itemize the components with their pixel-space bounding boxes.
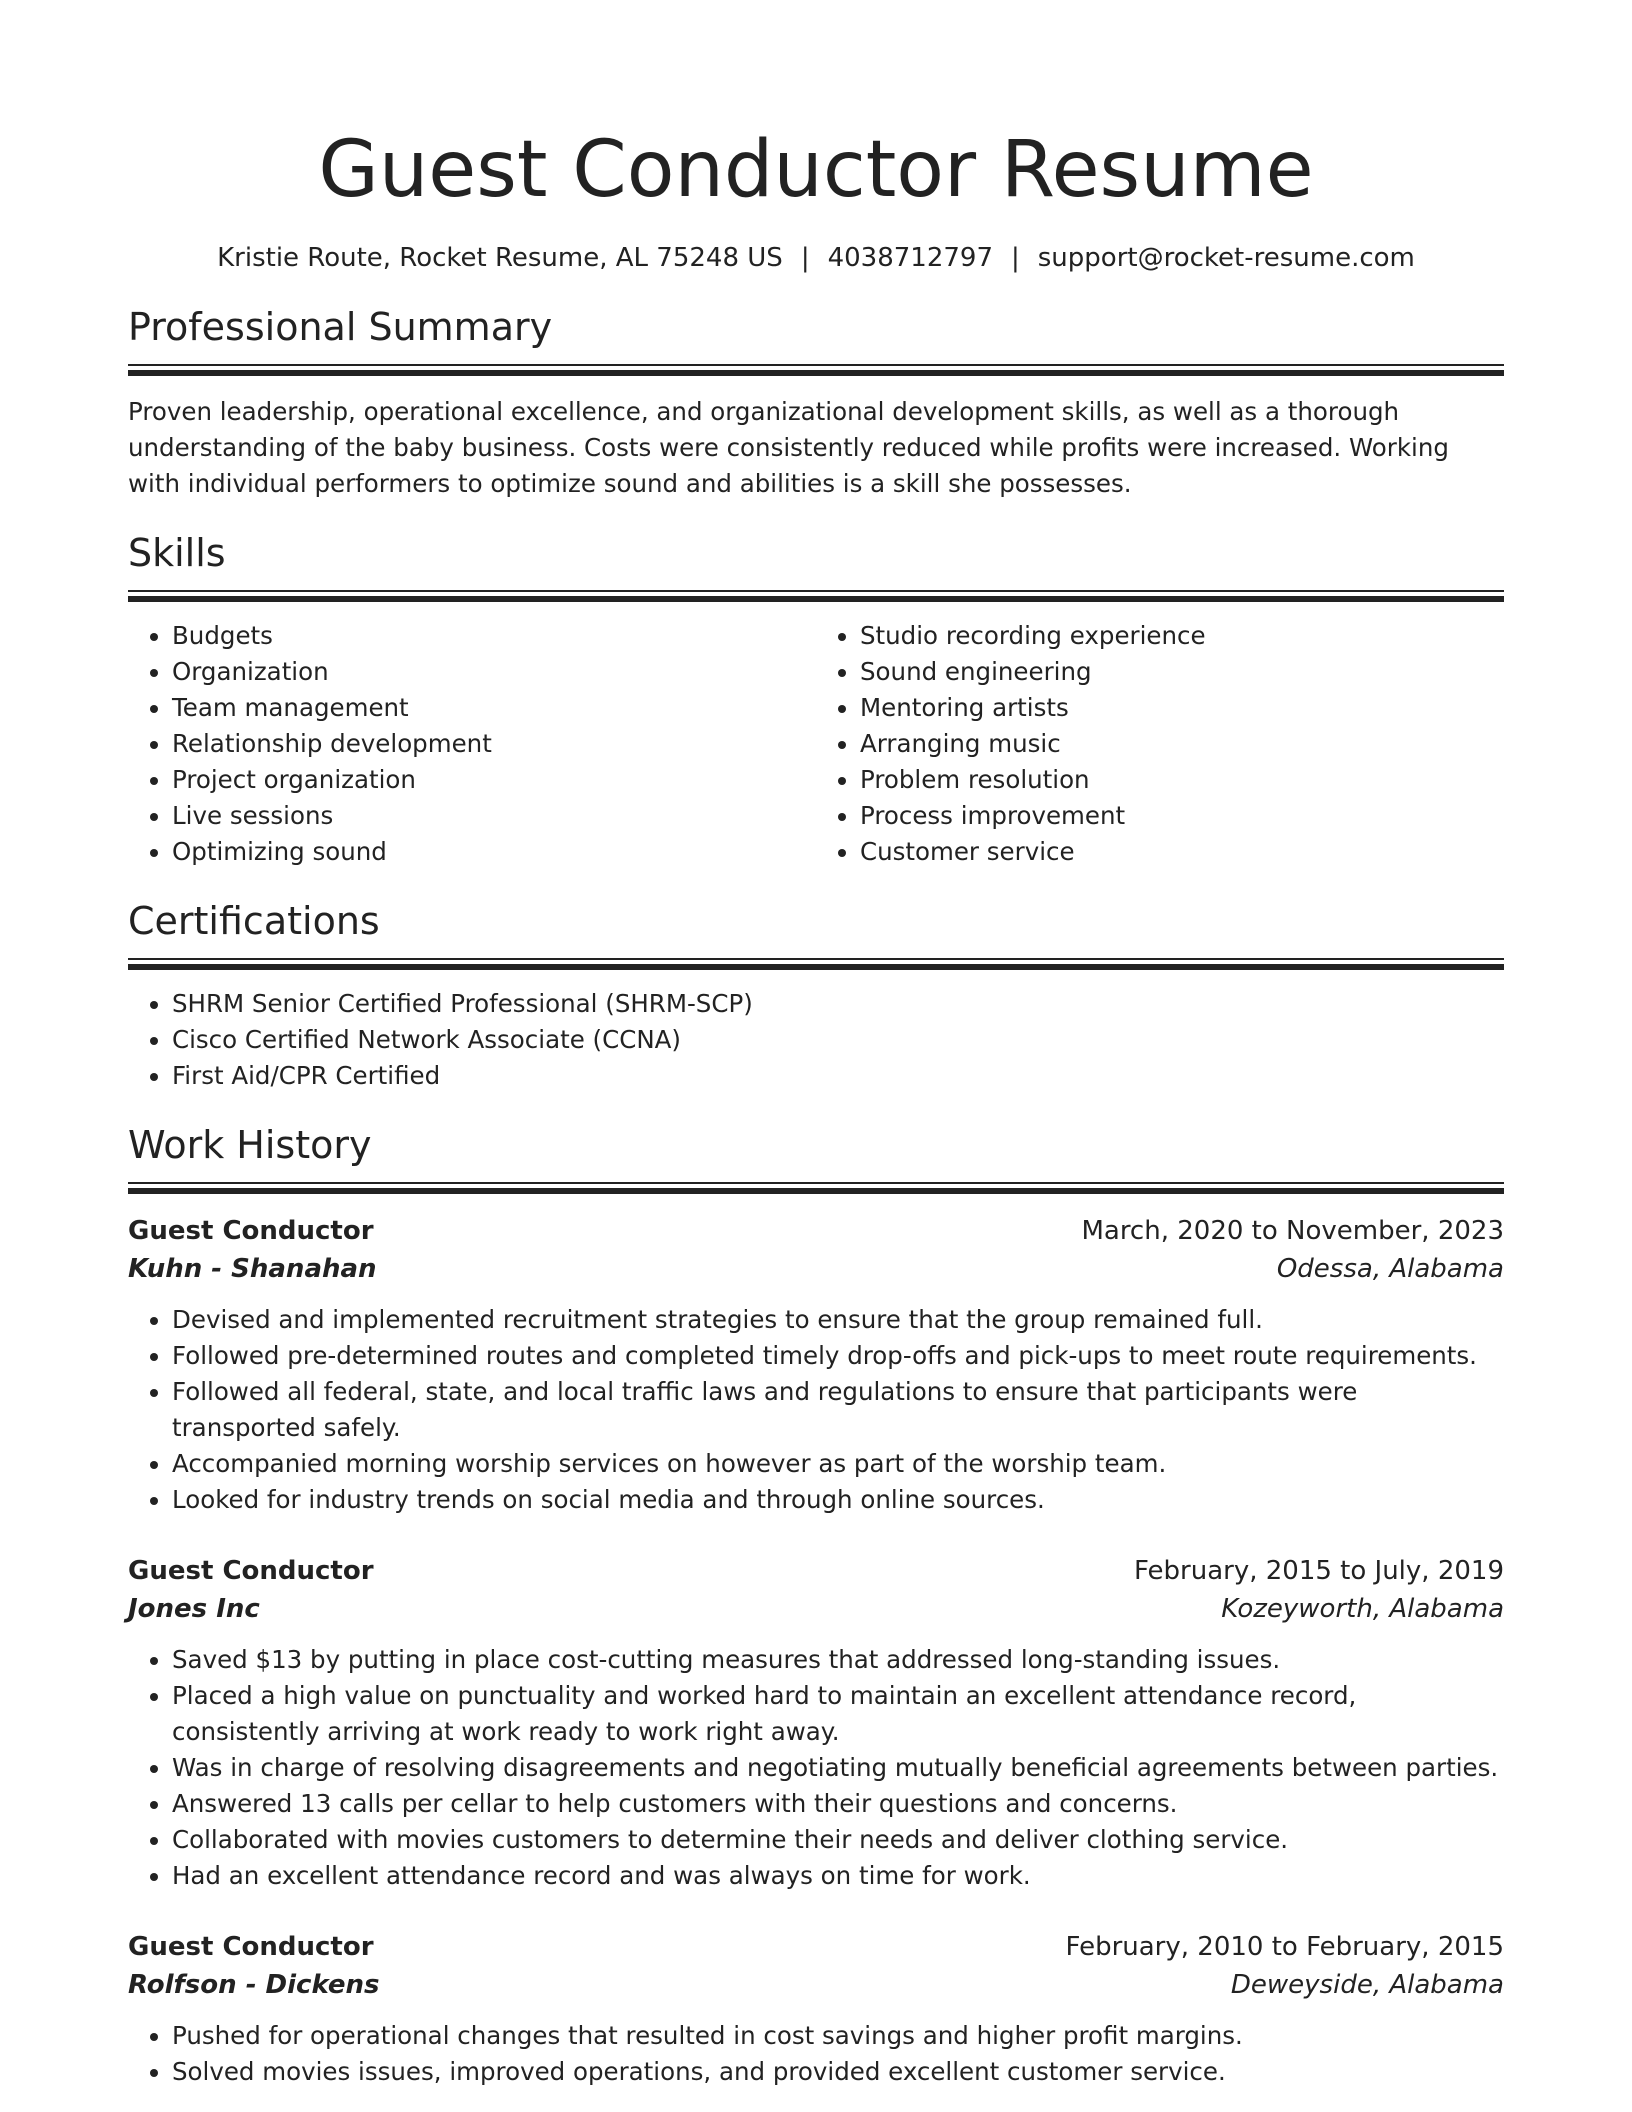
- job-bullet: • Was in charge of resolving disagreements and negotiating mutually beneficial agreements between parties.: [172, 1750, 1504, 1786]
- section-divider: [128, 590, 1504, 602]
- skill-item: • Budgets: [172, 618, 816, 654]
- job-location: Deweyside, Alabama: [1230, 1970, 1504, 2000]
- skill-item: • Studio recording experience: [860, 618, 1504, 654]
- skills-columns: [128, 602, 1504, 870]
- page-title: Guest Conductor Resume: [318, 125, 1314, 215]
- job-bullet: • Placed a high value on punctuality and worked hard to maintain an excellent attendance record, consistently arriving at work ready to work right away.: [172, 1678, 1504, 1750]
- job-title: Guest Conductor: [128, 1932, 374, 1962]
- skill-item: • Arranging music: [860, 726, 1504, 762]
- work-history-section: [128, 1120, 1504, 2090]
- section-divider: [128, 958, 1504, 970]
- work-history-heading: Work History: [128, 1123, 372, 1167]
- job-subheader-row: [128, 1250, 1504, 1288]
- job-company: Jones Inc: [128, 1594, 260, 1624]
- certification-item: • SHRM Senior Certified Professional (SHRM-SCP): [172, 986, 1504, 1022]
- skills-list-left: [128, 618, 816, 870]
- job-header-row: [128, 1928, 1504, 1966]
- certifications-heading: Certifications: [128, 899, 380, 943]
- job-bullet: • Pushed for operational changes that resulted in cost savings and higher profit margins.: [172, 2018, 1504, 2054]
- job-bullet: • Followed pre-determined routes and completed timely drop-offs and pick-ups to meet route requirements.: [172, 1338, 1504, 1374]
- job-title: Guest Conductor: [128, 1556, 374, 1586]
- job-bullet: • Devised and implemented recruitment strategies to ensure that the group remained full.: [172, 1302, 1504, 1338]
- skills-heading: Skills: [128, 531, 226, 575]
- job-entry: [128, 1212, 1504, 1518]
- job-location: Kozeyworth, Alabama: [1221, 1594, 1504, 1624]
- skills-section: [128, 528, 1504, 870]
- skill-item: • Project organization: [172, 762, 816, 798]
- skills-list-right: [816, 618, 1504, 870]
- job-dates: March, 2020 to November, 2023: [1081, 1216, 1504, 1246]
- job-bullets: [128, 1642, 1504, 1894]
- certifications-section: [128, 896, 1504, 1094]
- job-location: Odessa, Alabama: [1276, 1254, 1504, 1284]
- job-bullet: • Accompanied morning worship services on however as part of the worship team.: [172, 1446, 1504, 1482]
- job-dates: February, 2010 to February, 2015: [1065, 1932, 1504, 1962]
- job-bullet: • Looked for industry trends on social media and through online sources.: [172, 1482, 1504, 1518]
- job-dates: February, 2015 to July, 2019: [1134, 1556, 1504, 1586]
- section-divider: [128, 364, 1504, 376]
- job-bullet: • Saved $13 by putting in place cost-cutting measures that addressed long-standing issues.: [172, 1642, 1504, 1678]
- contact-address: Kristie Route, Rocket Resume, AL 75248 US: [217, 243, 783, 273]
- job-title: Guest Conductor: [128, 1216, 374, 1246]
- job-bullet: • Collaborated with movies customers to determine their needs and deliver clothing service.: [172, 1822, 1504, 1858]
- contact-email[interactable]: support@rocket-resume.com: [1037, 243, 1415, 273]
- job-entry: [128, 1552, 1504, 1894]
- summary-heading: Professional Summary: [128, 305, 553, 349]
- certifications-list: [128, 986, 1504, 1094]
- job-subheader-row: [128, 1590, 1504, 1628]
- job-bullet: • Followed all federal, state, and local traffic laws and regulations to ensure that participants were transported safely.: [172, 1374, 1504, 1446]
- skill-item: • Customer service: [860, 834, 1504, 870]
- job-bullets: [128, 1302, 1504, 1518]
- job-subheader-row: [128, 1966, 1504, 2004]
- job-header-row: [128, 1552, 1504, 1590]
- job-company: Kuhn - Shanahan: [128, 1254, 377, 1284]
- certification-item: • Cisco Certified Network Associate (CCNA): [172, 1022, 1504, 1058]
- contact-separator: |: [1011, 243, 1020, 273]
- job-header-row: [128, 1212, 1504, 1250]
- skill-item: • Live sessions: [172, 798, 816, 834]
- job-bullet: • Had an excellent attendance record and was always on time for work.: [172, 1858, 1504, 1894]
- job-company: Rolfson - Dickens: [128, 1970, 380, 2000]
- skill-item: • Sound engineering: [860, 654, 1504, 690]
- contact-line: [128, 240, 1504, 276]
- summary-section: [128, 302, 1504, 502]
- skill-item: • Process improvement: [860, 798, 1504, 834]
- skill-item: • Relationship development: [172, 726, 816, 762]
- contact-separator: |: [800, 243, 810, 273]
- skill-item: • Optimizing sound: [172, 834, 816, 870]
- certification-item: • First Aid/CPR Certified: [172, 1058, 1504, 1094]
- job-entry: [128, 1928, 1504, 2090]
- skill-item: • Mentoring artists: [860, 690, 1504, 726]
- job-bullets: [128, 2018, 1504, 2090]
- skill-item: • Team management: [172, 690, 816, 726]
- contact-phone: 4038712797: [827, 243, 993, 273]
- skill-item: • Organization: [172, 654, 816, 690]
- summary-text: Proven leadership, operational excellence, and organizational development skills, as well as a thorough understanding of the baby business. Costs were consistently reduced while profits were increased. Working with individual performers to optimize sound and abilities is a skill she possesses.: [128, 397, 1449, 498]
- job-bullet: • Answered 13 calls per cellar to help customers with their questions and concerns.: [172, 1786, 1504, 1822]
- skill-item: • Problem resolution: [860, 762, 1504, 798]
- job-bullet: • Solved movies issues, improved operations, and provided excellent customer service.: [172, 2054, 1504, 2090]
- section-divider: [128, 1182, 1504, 1194]
